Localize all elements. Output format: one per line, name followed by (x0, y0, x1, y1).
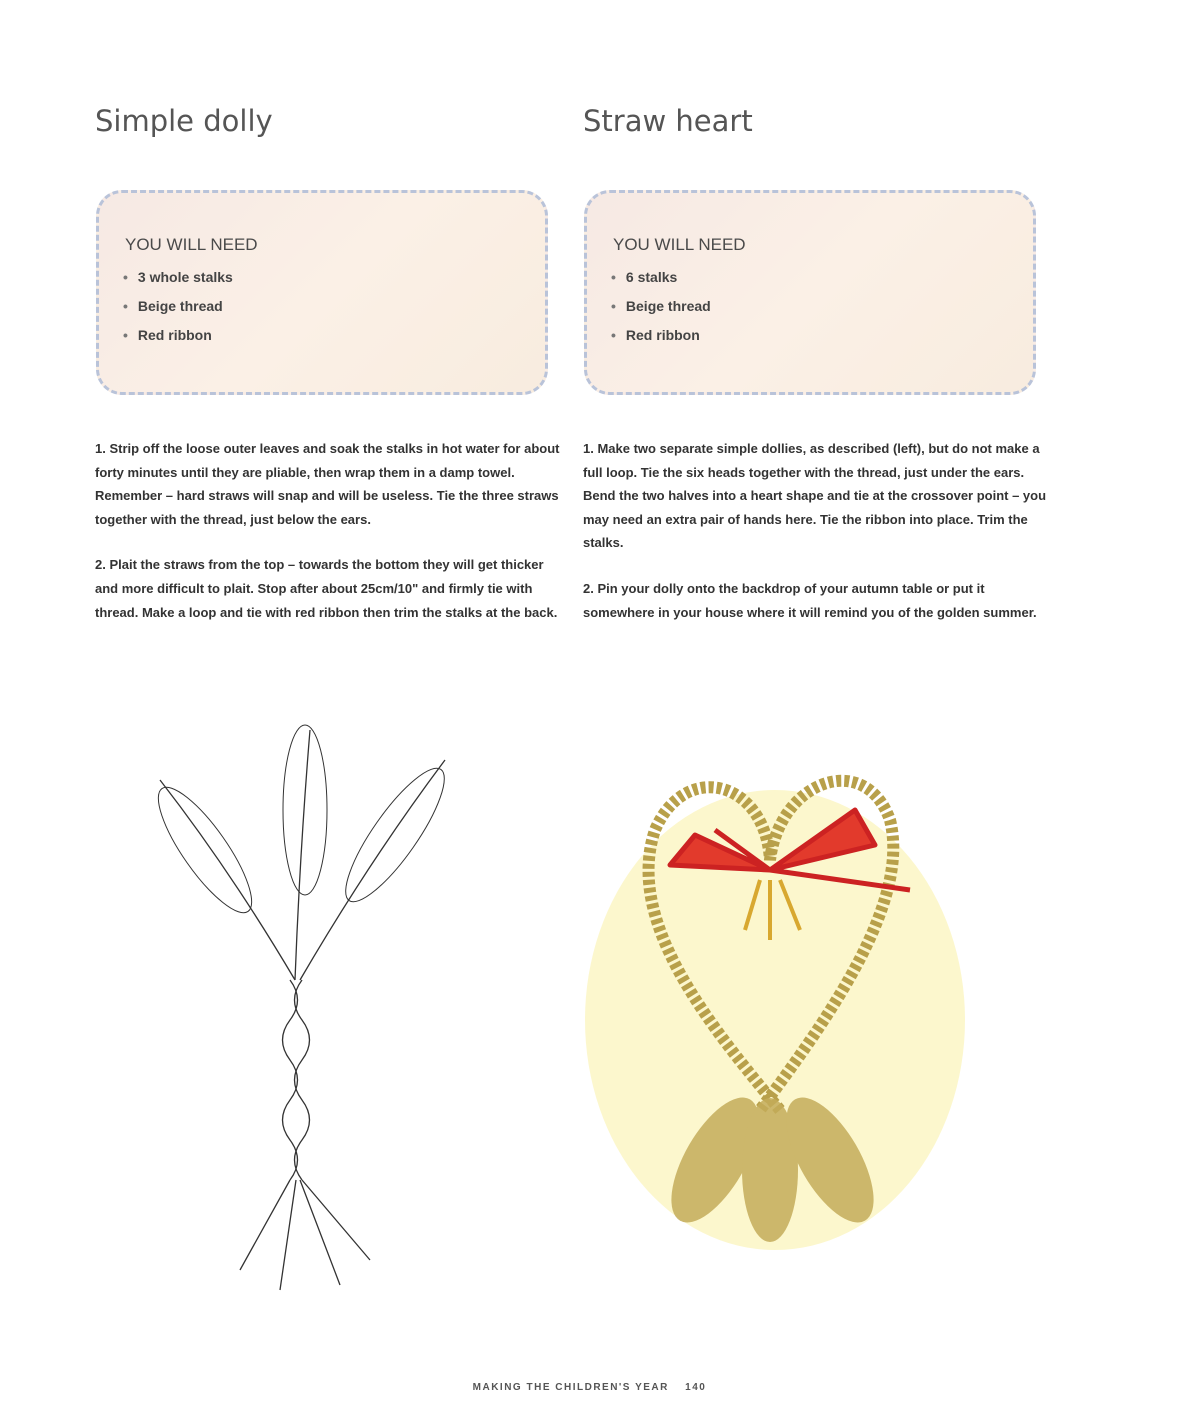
instruction-step: 2. Pin your dolly onto the backdrop of your autumn table or put it somewhere in your house where it will remind you of the golden summer. (583, 580, 1037, 620)
material-item: • Beige thread (611, 292, 711, 321)
straw-heart-instructions (583, 437, 1053, 646)
instruction-step: 1. Make two separate simple dollies, as described (left), but do not make a full loop. Tie the six heads together with the thread, just under the ears. Bend the two halves into a heart shape and tie at the crossover point – you may need an extra pair of hands here. Tie the ribbon into place. Trim the stalks. (583, 441, 1047, 551)
material-item: • 3 whole stalks (123, 263, 233, 292)
straw-heart-illustration (565, 690, 985, 1260)
straw-heart-title: Straw heart (583, 104, 753, 138)
page-footer (0, 1382, 1179, 1393)
material-item: • Red ribbon (611, 321, 711, 350)
materials-heading: YOU WILL NEED (613, 235, 746, 254)
material-item: • Beige thread (123, 292, 233, 321)
simple-dolly-title: Simple dolly (95, 104, 273, 138)
simple-dolly-materials-box (96, 190, 548, 395)
simple-dolly-instructions (95, 437, 565, 646)
simple-dolly-illustration (110, 700, 510, 1320)
page-number: 140 (685, 1382, 707, 1393)
straw-heart-materials-box (584, 190, 1036, 395)
instruction-step: 1. Strip off the loose outer leaves and soak the stalks in hot water for about forty minutes until they are pliable, then wrap them in a damp towel. Remember – hard straws will snap and will be useless. Tie the three straws together with the thread, just below the ears. (95, 441, 560, 527)
material-item: • 6 stalks (611, 263, 711, 292)
material-item: • Red ribbon (123, 321, 233, 350)
instruction-step: 2. Plait the straws from the top – towards the bottom they will get thicker and more difficult to plait. Stop after about 25cm/10" and firmly tie with thread. Make a loop and tie with red ribbon then trim the stalks at the back. (95, 557, 558, 620)
running-title: MAKING THE CHILDREN'S YEAR (472, 1382, 669, 1393)
materials-heading: YOU WILL NEED (125, 235, 258, 254)
